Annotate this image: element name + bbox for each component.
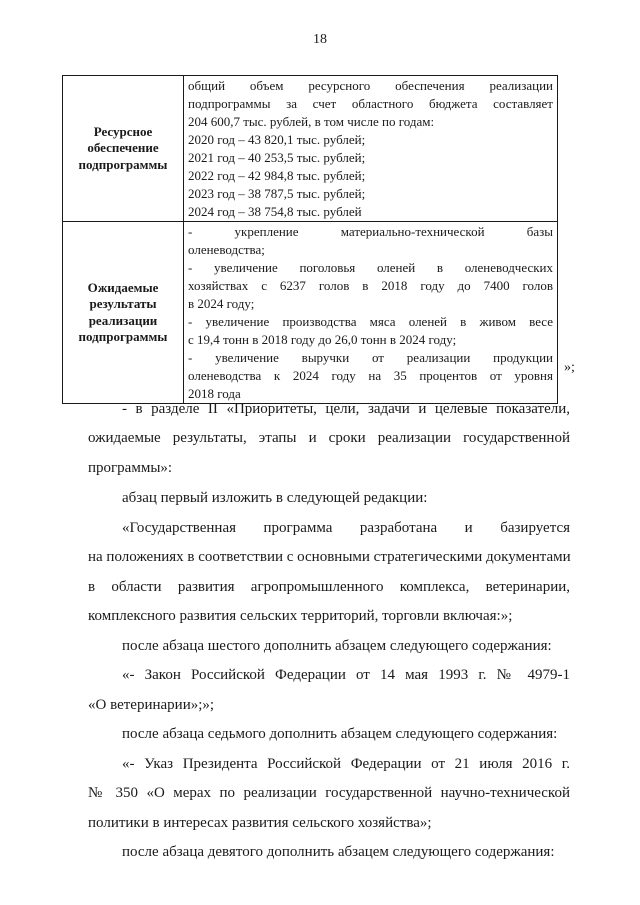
paragraph-line: «Государственная программа разработана и базируется <box>122 520 570 536</box>
paragraph: после абзаца девятого дополнить абзацем следующего содержания: <box>122 844 555 860</box>
row-header-resources <box>63 76 184 222</box>
paragraph-line: - в разделе II «Приоритеты, цели, задачи и целевые показатели, <box>122 401 570 417</box>
body-line: - увеличение производства мяса оленей в живом весе <box>188 313 553 329</box>
body-line: с 19,4 тонн в 2018 году до 26,0 тонн в 2024 году; <box>188 331 457 347</box>
body-line: 2024 год – 38 754,8 тыс. рублей <box>188 203 362 219</box>
body-line: в 2024 году; <box>188 295 255 311</box>
paragraph-line: политики в интересах развития сельского хозяйства»; <box>88 815 432 831</box>
table-row-results <box>63 222 558 404</box>
header-line: обеспечение <box>87 140 159 156</box>
body-line: оленеводства; <box>188 241 265 257</box>
body-line: оленеводства к 2024 году на 35 процентов от уровня <box>188 367 553 383</box>
header-line: Ожидаемые <box>87 279 159 295</box>
body-line: 2022 год – 42 984,8 тыс. рублей; <box>188 167 366 183</box>
paragraph-line: ожидаемые результаты, этапы и сроки реализации государственной <box>88 430 570 446</box>
body-line: 2020 год – 43 820,1 тыс. рублей; <box>188 131 366 147</box>
body-line: 2021 год – 40 253,5 тыс. рублей; <box>188 149 366 165</box>
subprogram-passport-table <box>62 75 558 404</box>
page-number: 18 <box>313 32 327 47</box>
paragraph-line: «О ветеринарии»;»; <box>88 697 215 713</box>
paragraph: после абзаца шестого дополнить абзацем следующего содержания: <box>122 638 552 654</box>
body-line: - увеличение поголовья оленей в оленеводческих <box>188 259 553 275</box>
header-line: подпрограммы <box>78 329 168 344</box>
paragraph-line: в области развития агропромышленного комплекса, ветеринарии, <box>88 579 570 595</box>
closing-quote: »; <box>564 360 575 375</box>
body-line: подпрограммы за счет областного бюджета составляет <box>188 95 553 111</box>
body-line: хозяйствах с 6237 голов в 2018 году до 7400 голов <box>188 277 553 293</box>
paragraph-line: «- Указ Президента Российской Федерации от 21 июля 2016 г. <box>122 756 570 772</box>
paragraph-line: комплексного развития сельских территорий, торговли включая:»; <box>88 608 513 624</box>
paragraph: абзац первый изложить в следующей редакции: <box>122 490 428 506</box>
row-body-resources <box>184 76 558 222</box>
paragraph-line: «- Закон Российской Федерации от 14 мая 1993 г. № 4979-1 <box>122 667 570 683</box>
table-row-resources <box>63 76 558 222</box>
row-body-results <box>184 222 558 404</box>
row-header-results <box>63 222 184 404</box>
paragraph-line: программы»: <box>88 460 173 476</box>
body-line: 2018 года <box>188 385 241 401</box>
paragraph-line: на положениях в соответствии с основными стратегическими документами <box>88 549 571 565</box>
header-line: результаты <box>89 296 157 311</box>
body-line: 204 600,7 тыс. рублей, в том числе по годам: <box>188 113 435 129</box>
body-line: - увеличение выручки от реализации продукции <box>188 349 553 365</box>
header-line: Ресурсное <box>93 123 153 139</box>
header-line: подпрограммы <box>78 156 168 172</box>
paragraph: после абзаца седьмого дополнить абзацем следующего содержания: <box>122 726 558 742</box>
body-line: - укрепление материально-технической базы <box>188 223 553 239</box>
body-line: 2023 год – 38 787,5 тыс. рублей; <box>188 185 366 201</box>
paragraph-line: № 350 «О мерах по реализации государственной научно-технической <box>88 785 570 801</box>
header-line: реализации <box>88 312 158 328</box>
body-line: общий объем ресурсного обеспечения реализации <box>188 77 553 93</box>
